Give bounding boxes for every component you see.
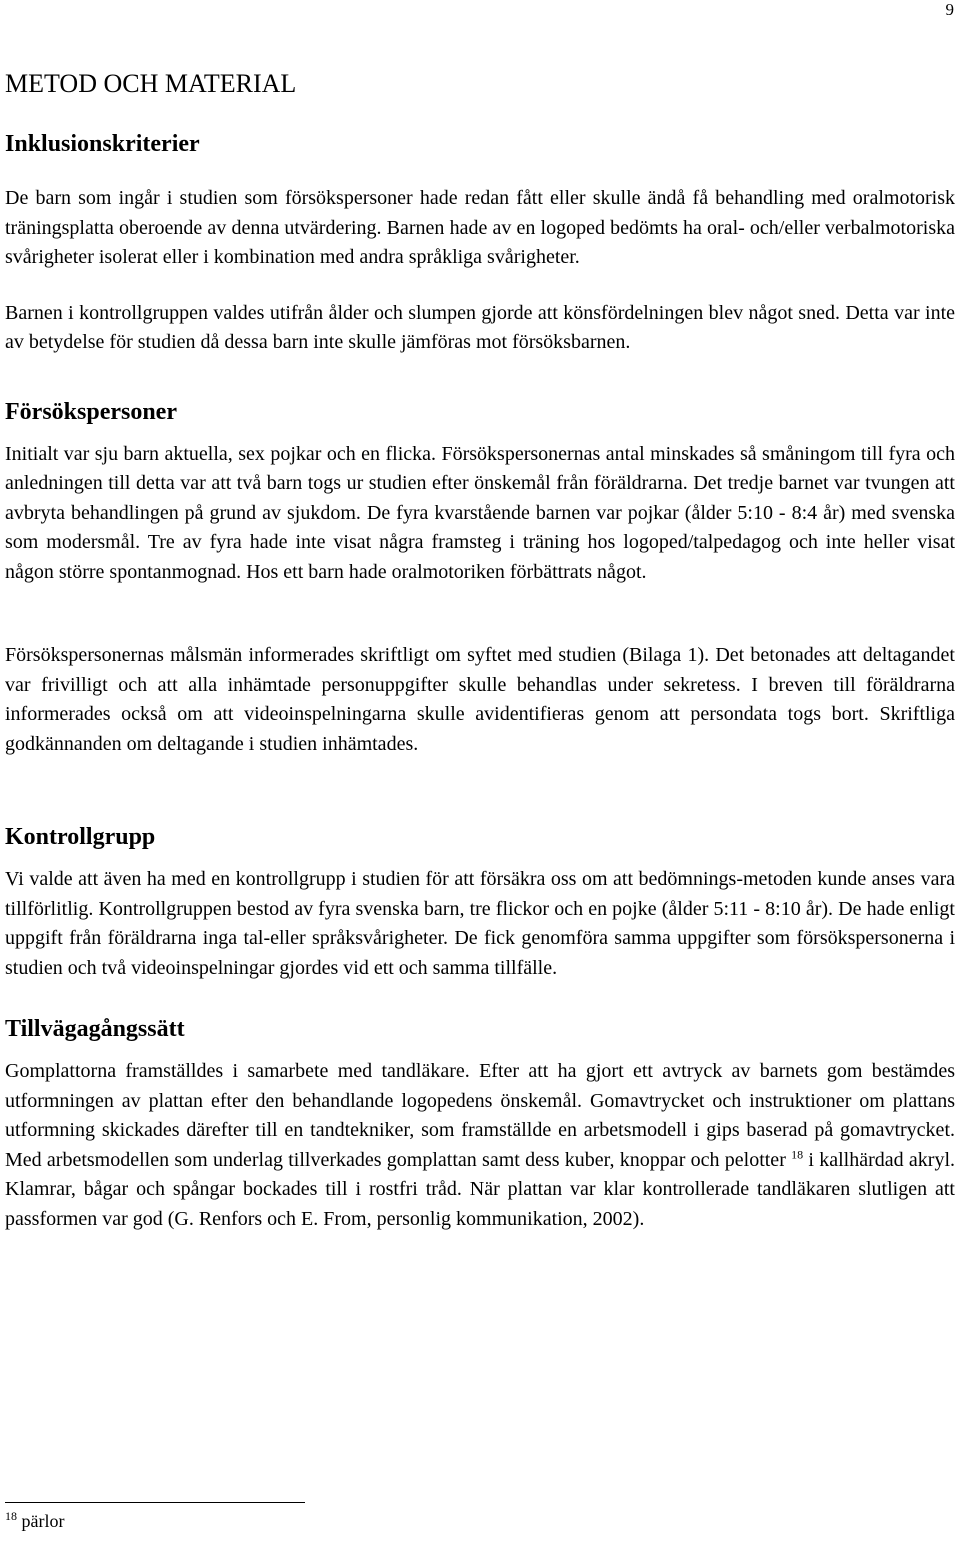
heading-tillvagagangssatt: Tillvägagångssätt [5, 1016, 185, 1042]
paragraph-inclusion-2: Barnen i kontrollgruppen valdes utifrån ålder och slumpen gjorde att könsfördelningen blev något sned. Detta var inte av betydelse för studien då dessa barn inte skulle jämföras mot försöksbarnen. [5, 301, 955, 353]
heading-forsokspersoner: Försökspersoner [5, 398, 177, 425]
footnote [5, 1510, 64, 1532]
heading-inklusionskriterier: Inklusionskriterier [5, 131, 200, 157]
footnote-reference-mark: 18 [791, 1146, 804, 1161]
paragraph-procedure-part-1: Gomplattorna framställdes i samarbete med tandläkare. Efter att ha gjort ett avtryck av barnets gom bestämdes utformningen av plattan efter den behandlande logopedens önskemål. Gomavtrycket och instruktioner om plattans utformning skickades därefter till en tandtekniker, som framställde en arbetsmodell i gips baserad på gomavtrycket. Med arbetsmodellen som underlag tillverkades gomplattan samt dess kuber, knoppar och pelotter [5, 1060, 955, 1171]
paragraph-control-1: Vi valde att även ha med en kontrollgrupp i studien för att försäkra oss om att bedömnings-metoden kunde anses vara tillförlitlig. Kontrollgruppen bestod av fyra svenska barn, tre flickor och en pojke (ålder 5:11 - 8:10 år). De hade enligt uppgift från föräldrarna inga tal-eller språksvårigheter. De fick genomföra samma uppgifter som försökspersonerna i studien och två videoinspelningar gjordes vid ett och samma tillfälle. [5, 868, 955, 979]
document-body [5, 62, 955, 1234]
heading-kontrollgrupp: Kontrollgrupp [5, 824, 156, 850]
footnote-divider [5, 1502, 305, 1503]
footnote-mark: 18 [5, 1509, 17, 1523]
paragraph-procedure-1 [5, 1057, 955, 1234]
page-number: 9 [945, 0, 954, 19]
section-title: METOD OCH MATERIAL [5, 69, 297, 98]
paragraph-subjects-2: Försökspersonernas målsmän informerades skriftligt om syftet med studien (Bilaga 1). Det betonades att deltagandet var frivilligt och att alla inhämtade personuppgifter skulle behandlas under sekretess. I breven till föräldrarna informerades också om att videoinspelningarna skulle avidentifieras genom att persondata togs bort. Skriftliga godkännanden om deltagande i studien inhämtades. [5, 644, 955, 755]
footnote-text: pärlor [17, 1511, 65, 1531]
paragraph-inclusion-1: De barn som ingår i studien som försökspersoner hade redan fått eller skulle ändå få behandling med oralmotorisk träningsplatta oberoende av denna utvärdering. Barnen hade av en logoped bedömts ha oral- och/eller verbalmotoriska svårigheter isolerat eller i kombination med andra språkliga svårigheter. [5, 187, 955, 268]
paragraph-procedure-part-2: i kallhärdad akryl. Klamrar, bågar och spångar bockades till i rostfri tråd. När plattan var klar kontrollerade tandläkaren slutligen att passformen var god (G. Renfors och E. From, personlig kommunikation, 2002). [5, 1148, 956, 1230]
paragraph-subjects-1: Initialt var sju barn aktuella, sex pojkar och en flicka. Försökspersonernas antal minskades så småningom till fyra och anledningen till detta var att två barn togs ur studien efter önskemål från föräldrarna. Det tredje barnet var tvungen att avbryta behandlingen på grund av sjukdom. De fyra kvarstående barnen var pojkar (ålder 5:10 - 8:4 år) med svenska som modersmål. Tre av fyra hade inte visat några framsteg i träning hos logoped/talpedagog och inte heller visat någon större spontanmognad. Hos ett barn hade oralmotoriken förbättrats något. [5, 442, 955, 583]
